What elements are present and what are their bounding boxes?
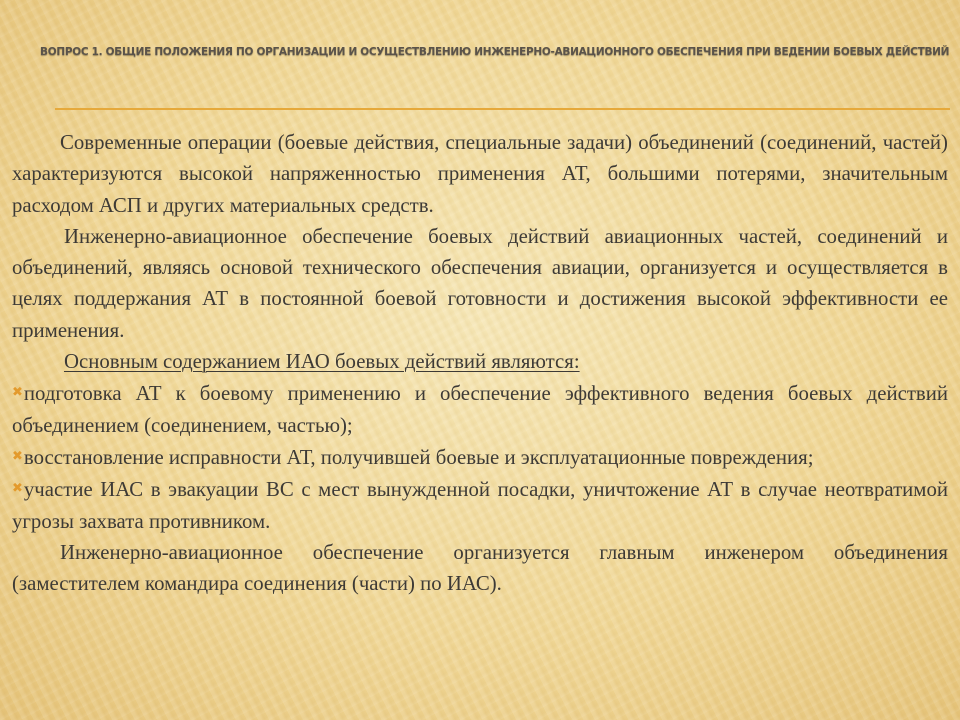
bullet-text: участие ИАС в эвакуации ВС с мест вынужденной посадки, уничтожение АТ в случае неотвратимой угрозы захвата противником. [12, 478, 948, 533]
x-mark-icon: ✖ [12, 385, 23, 401]
slide-title: ВОПРОС 1. ОБЩИЕ ПОЛОЖЕНИЯ ПО ОРГАНИЗАЦИИ И ОСУЩЕСТВЛЕНИЮ ИНЖЕНЕРНО-АВИАЦИОННОГО ОБЕСПЕЧЕНИЯ ПРИ ВЕДЕНИИ БОЕВЫХ ДЕЙСТВИЙ [40, 46, 950, 58]
paragraph-iao-purpose: Инженерно-авиационное обеспечение боевых действий авиационных частей, соединений и объединений, являясь основой технического обеспечения авиации, организуется и осуществляется в целях поддержания АТ в постоянной боевой готовности и достижения высокой эффективности ее применения. [12, 224, 948, 342]
list-heading-row [12, 346, 948, 377]
bullet-item [12, 473, 948, 537]
paragraph-operations: Современные операции (боевые действия, специальные задачи) объединений (соединений, частей) характеризуются высокой напряженностью применения АТ, большими потерями, значительным расходом АСП и других материальных средств. [12, 131, 948, 217]
paragraph-closing: Инженерно-авиационное обеспечение организуется главным инженером объединения (заместителем командира соединения (части) по ИАС). [12, 540, 948, 596]
bullet-text: восстановление исправности АТ, получившей боевые и эксплуатационные повреждения; [23, 445, 814, 469]
bullet-text: подготовка АТ к боевому применению и обеспечение эффективного ведения боевых действий объединением (соединением, частью); [12, 382, 948, 437]
x-mark-icon: ✖ [12, 481, 23, 497]
list-heading: Основным содержанием ИАО боевых действий являются: [64, 350, 580, 374]
bullet-item [12, 377, 948, 441]
x-mark-icon: ✖ [12, 448, 23, 464]
slide-body [12, 127, 948, 599]
title-divider [55, 108, 950, 110]
bullet-item [12, 441, 948, 473]
